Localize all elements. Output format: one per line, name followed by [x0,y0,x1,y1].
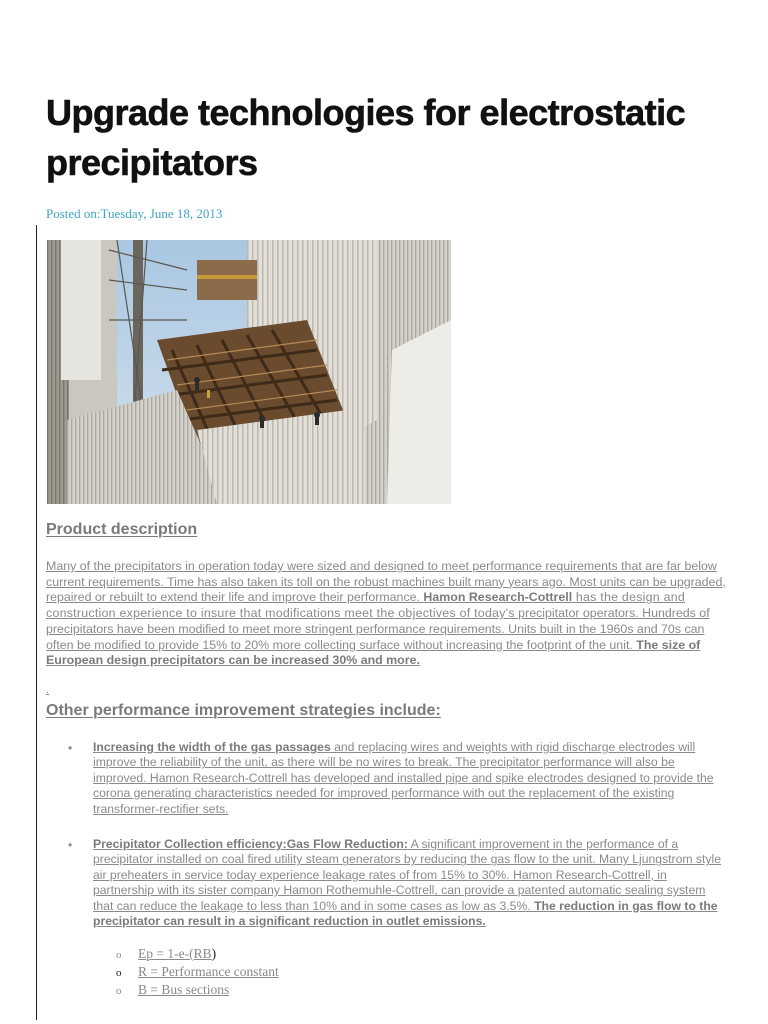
margin-rule [36,225,37,1020]
product-description-heading: Product description [46,521,198,538]
bullet-marker: • [68,741,73,755]
company-name-bold: Hamon Research-Cottrell [423,590,573,605]
formula-close: ) [211,946,217,961]
sub-bullet-marker: o [116,985,122,997]
product-description-text: Many of the precipitators in operation today were sized and designed to meet performance requirements that are far below current requirements. Time has also taken its toll on the robust machines built many years ago. Most units can be upgraded, repaired or rebuilt to extend their life and improve their performance. [46,559,726,605]
formula-text: Ep = 1-e-( [138,946,194,961]
strategy-item-title: Precipitator Collection efficiency:Gas Flow Reduction: [93,837,408,851]
separator-dot: . [46,684,50,696]
product-description-text-continued: precipitator operators. Hundreds of precipitators have been modified to meet more stringent performance requirements. Units built in the 1960s and 70s can often be modified to provide 15% to 20% more collecting surface without increasing the footprint of the unit. [46,606,710,652]
strategy-item-text: and replacing wires and weights with rigid discharge electrodes will improve the reliability of the unit, as there will be no wires to break. The precipitator performance will also be improved. Hamon Research-Cottrell has developed and installed pipe and spike electrodes designed to provide the corona generating characteristics needed for improved performance with out the replacement of the existing transformer-rectifier sets. [93,740,714,816]
strategy-item-title: Increasing the width of the gas passages [93,740,331,754]
formula-item [116,946,216,962]
strategy-item-emphasis: The reduction in gas flow to the precipitator can result in a significant reduction in outlet emissions. [93,898,718,929]
formula-rb: RB [193,946,212,961]
design-experience-text: has the design and construction experience to insure that modifications meet the objectives of today's [46,590,686,621]
bullet-marker: • [68,838,73,852]
sub-bullet-marker: o [116,949,122,961]
product-description-paragraph [46,559,726,669]
strategy-item-gas-flow [93,837,723,929]
strategy-item-text: A significant improvement in the performance of a precipitator installed on coal fired utility steam generators by reducing the gas flow to the unit. Many Ljungstrom style air preheaters in service today experience leakage rates of from 15% to 30%. Hamon Research-Cottrell, in partnership with its sister company Hamon Rothemuhle-Cottrell, can provide a patented automatic sealing system that can reduce the leakage to less than 10% and in some cases as low as 3.5%. [93,837,721,913]
posted-date: Posted on:Tuesday, June 18, 2013 [46,206,223,221]
strategies-heading: Other performance improvement strategies include: [46,702,441,719]
bus-sections-text: B = Bus sections [138,982,230,997]
sub-bullet-marker: o [116,967,122,979]
bus-sections-item [116,982,229,998]
constant-item [116,964,279,980]
article-title: Upgrade technologies for electrostatic precipitators [46,92,686,183]
performance-constant-text: R = Performance constant [138,964,279,979]
strategy-item-gas-passages [93,740,723,817]
european-design-bold: The size of European design precipitators can be increased 30% and more. [46,637,701,668]
precipitator-photo [47,240,451,504]
